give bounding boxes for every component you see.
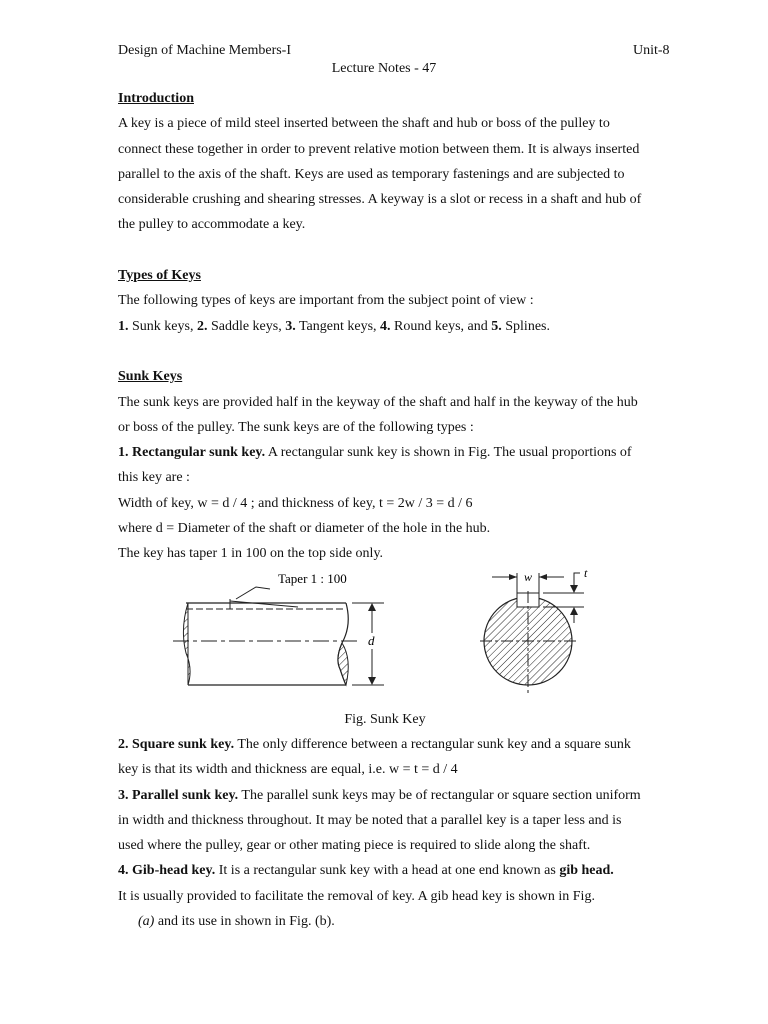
square-sunk-key-text: The only difference between a rectangular sunk key and a square sunk	[234, 736, 631, 752]
intro-line: the pulley to accommodate a key.	[118, 217, 306, 233]
sunk-line: The sunk keys are provided half in the keyway of the shaft and half in the keyway of the hub	[118, 394, 638, 410]
taper-label: Taper 1 : 100	[278, 570, 347, 586]
formula-line: Width of key, w = d / 4 ; and thickness of key, t = 2w / 3 = d / 6	[118, 495, 473, 511]
parallel-sunk-key-line2: in width and thickness throughout. It may be noted that a parallel key is a taper less and is	[118, 812, 622, 828]
types-intro: The following types of keys are important from the subject point of view :	[118, 293, 534, 309]
list-text: Saddle keys,	[207, 318, 286, 334]
fig-a-label: (a)	[138, 914, 155, 930]
header-course: Design of Machine Members-I	[118, 43, 292, 58]
parallel-sunk-key-label: 3. Parallel sunk key.	[118, 787, 239, 803]
gib-head-key-line	[118, 858, 652, 883]
header-lecture: Lecture Notes - 47	[331, 61, 437, 76]
list-text: Tangent keys,	[295, 318, 381, 334]
square-sunk-key-label: 2. Square sunk key.	[118, 736, 235, 752]
gib-head-key-label: 4. Gib-head key.	[118, 863, 216, 879]
shaft-side-view	[173, 587, 358, 685]
intro-line: A key is a piece of mild steel inserted between the shaft and hub or boss of the pulley to	[118, 116, 610, 132]
list-num: 1.	[118, 318, 129, 334]
list-num: 2.	[196, 318, 208, 334]
rect-sunk-key-label: 1. Rectangular sunk key.	[118, 445, 266, 461]
document-body	[118, 86, 652, 934]
parallel-sunk-key-text: The parallel sunk keys may be of rectangular or square section uniform	[238, 787, 641, 803]
intro-line: connect these together in order to prevent relative motion between them. It is always inserted	[118, 141, 640, 157]
header-unit: Unit-8	[633, 43, 670, 58]
parallel-sunk-key-line3: used where the pulley, gear or other mating piece is required to slide along the shaft.	[118, 838, 591, 854]
gib-head-key-text3: and its use in shown in Fig. (b).	[154, 914, 335, 930]
heading-introduction: Introduction	[118, 91, 194, 106]
types-list	[118, 314, 652, 339]
rect-sunk-key-line2: this key are :	[118, 470, 190, 486]
gib-head-bold: gib head.	[559, 863, 614, 879]
sunk-key-drawing	[118, 567, 652, 707]
sunk-key-figure	[118, 567, 652, 707]
list-num: 5.	[491, 318, 502, 334]
list-text: Splines.	[501, 318, 550, 334]
list-num: 4.	[380, 318, 391, 334]
gib-head-key-text: It is a rectangular sunk key with a head at one end known as	[215, 863, 560, 879]
gib-head-key-line3	[118, 909, 652, 934]
square-sunk-key-line	[118, 732, 652, 757]
heading-sunk-keys: Sunk Keys	[118, 369, 183, 385]
w-label: w	[524, 569, 533, 584]
heading-types-of-keys: Types of Keys	[118, 268, 201, 284]
intro-line: parallel to the axis of the shaft. Keys are used as temporary fastenings and are subjected to	[118, 166, 625, 182]
shaft-cross-section	[480, 573, 584, 693]
rect-sunk-key-text: A rectangular sunk key is shown in Fig. The usual proportions of	[265, 445, 632, 461]
intro-line: considerable crushing and shearing stresses. A keyway is a slot or recess in a shaft and hub of	[118, 192, 642, 208]
gib-head-key-line2: It is usually provided to facilitate the removal of key. A gib head key is shown in Fig.	[118, 888, 595, 904]
d-label: d	[368, 632, 375, 648]
rect-sunk-key-line	[118, 440, 652, 465]
t-label: t	[584, 566, 588, 580]
sunk-line: or boss of the pulley. The sunk keys are of the following types :	[118, 419, 474, 435]
parallel-sunk-key-line	[118, 783, 652, 808]
list-text: Round keys, and	[390, 318, 492, 334]
figure-caption: Fig. Sunk Key	[344, 711, 426, 727]
list-num: 3.	[285, 318, 296, 334]
taper-line: The key has taper 1 in 100 on the top side only.	[118, 546, 384, 562]
list-text: Sunk keys,	[128, 318, 197, 334]
square-sunk-key-line2: key is that its width and thickness are equal, i.e. w = t = d / 4	[118, 762, 458, 778]
where-line: where d = Diameter of the shaft or diameter of the hole in the hub.	[118, 521, 491, 537]
